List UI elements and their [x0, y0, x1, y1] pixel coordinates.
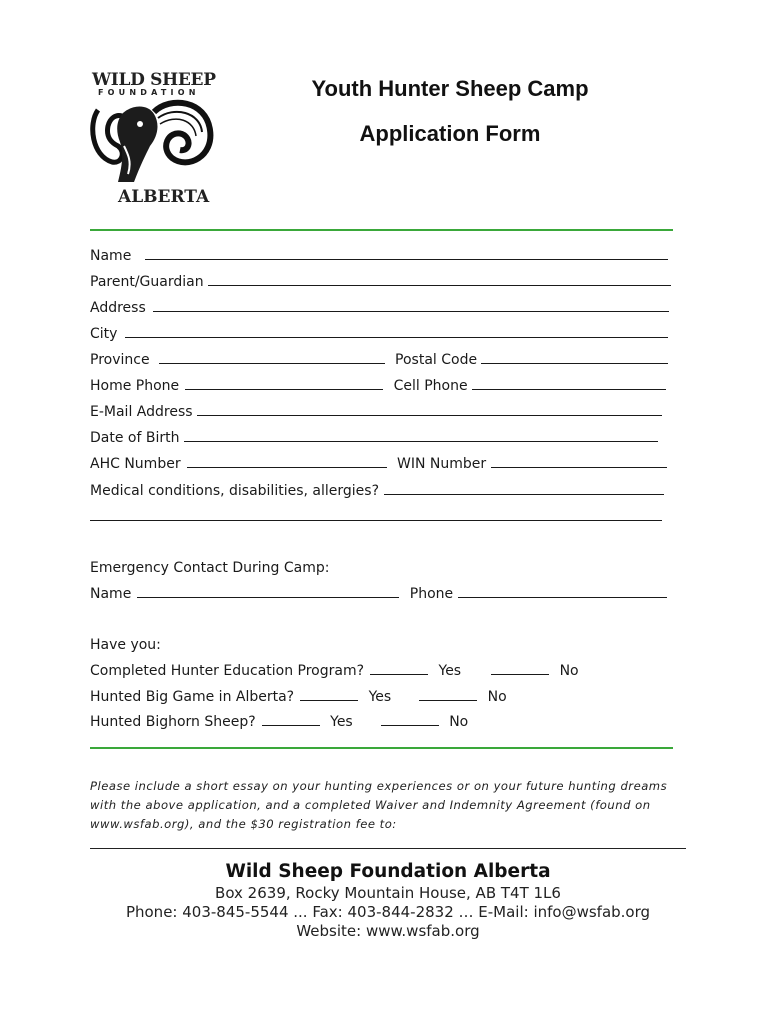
city-input-line[interactable]: [125, 325, 668, 338]
wild-sheep-foundation-logo: [88, 70, 218, 210]
date-of-birth-label: Date of Birth: [90, 430, 180, 446]
medical-field-row: [90, 482, 664, 500]
medical-continuation-line[interactable]: [90, 508, 662, 521]
logo-top-text: WILD SHEEP: [92, 70, 216, 90]
note-line-1: Please include a short essay on your hunting experiences or on your future hunting dreams: [90, 779, 668, 793]
question-big-game-row: [90, 688, 507, 706]
postal-code-label: Postal Code: [395, 352, 478, 368]
emergency-contact-row: [90, 585, 667, 603]
instructions-note: [90, 777, 690, 834]
question-bighorn-row: [90, 713, 468, 731]
page-title: Youth Hunter Sheep Camp: [311, 76, 589, 101]
address-field-row: [90, 299, 669, 317]
ahc-win-row: [90, 455, 667, 473]
question-bighorn-label: Hunted Bighorn Sheep?: [90, 714, 256, 730]
ahc-number-label: AHC Number: [90, 456, 181, 472]
win-number-label: WIN Number: [397, 456, 487, 472]
hunter-education-no-line[interactable]: [491, 662, 549, 675]
phone-row: [90, 377, 666, 395]
city-label: City: [90, 326, 118, 342]
org-address: Box 2639, Rocky Mountain House, AB T4T 1L6: [215, 884, 561, 902]
bighorn-yes-label: Yes: [330, 714, 353, 730]
note-line-3: www.wsfab.org), and the $30 registration fee to:: [90, 817, 397, 831]
hunter-education-yes-line[interactable]: [370, 662, 428, 675]
bighorn-no-label: No: [449, 714, 469, 730]
emergency-name-input-line[interactable]: [137, 585, 399, 598]
province-label: Province: [90, 352, 150, 368]
org-contact: Phone: 403-845-5544 ... Fax: 403-844-2832 … E-Mail: info@wsfab.org: [125, 903, 651, 921]
cell-phone-input-line[interactable]: [472, 377, 666, 390]
question-big-game-label: Hunted Big Game in Alberta?: [90, 689, 295, 705]
questions-divider: [90, 747, 673, 749]
province-postal-row: [90, 351, 668, 369]
home-phone-label: Home Phone: [90, 378, 180, 394]
name-input-line[interactable]: [145, 247, 668, 260]
medical-label: Medical conditions, disabilities, allergies?: [90, 483, 379, 499]
address-label: Address: [90, 300, 146, 316]
hunter-education-yes-label: Yes: [438, 663, 462, 679]
logo-sub-text: FOUNDATION: [98, 88, 200, 97]
have-you-heading: Have you:: [90, 637, 161, 653]
page-subtitle: Application Form: [359, 121, 541, 146]
emergency-phone-input-line[interactable]: [458, 585, 667, 598]
org-website: Website: www.wsfab.org: [296, 922, 480, 940]
win-number-input-line[interactable]: [491, 455, 667, 468]
header-divider: [90, 229, 673, 231]
home-phone-input-line[interactable]: [185, 377, 383, 390]
email-label: E-Mail Address: [90, 404, 193, 420]
big-game-yes-line[interactable]: [300, 688, 358, 701]
parent-guardian-field-row: [90, 273, 671, 291]
footer-divider: [90, 848, 686, 849]
province-input-line[interactable]: [159, 351, 385, 364]
email-field-row: [90, 403, 662, 421]
bighorn-sheep-icon: [88, 96, 218, 188]
cell-phone-label: Cell Phone: [393, 378, 468, 394]
parent-guardian-label: Parent/Guardian: [90, 274, 204, 290]
note-line-2: with the above application, and a completed Waiver and Indemnity Agreement (found on: [90, 798, 651, 812]
big-game-yes-label: Yes: [368, 689, 392, 705]
medical-continuation-row: [90, 508, 662, 526]
email-input-line[interactable]: [197, 403, 662, 416]
address-input-line[interactable]: [153, 299, 669, 312]
org-name: Wild Sheep Foundation Alberta: [225, 861, 551, 882]
big-game-no-label: No: [487, 689, 507, 705]
emergency-name-label: Name: [90, 586, 132, 602]
question-hunter-education-label: Completed Hunter Education Program?: [90, 663, 365, 679]
bighorn-no-line[interactable]: [381, 713, 439, 726]
question-hunter-education-row: [90, 662, 579, 680]
ahc-number-input-line[interactable]: [187, 455, 387, 468]
bighorn-yes-line[interactable]: [262, 713, 320, 726]
date-of-birth-input-line[interactable]: [184, 429, 658, 442]
name-label: Name: [90, 248, 132, 264]
emergency-phone-label: Phone: [409, 586, 454, 602]
postal-code-input-line[interactable]: [481, 351, 668, 364]
date-of-birth-field-row: [90, 429, 658, 447]
parent-guardian-input-line[interactable]: [208, 273, 671, 286]
logo-bottom-text: ALBERTA: [118, 187, 210, 207]
big-game-no-line[interactable]: [419, 688, 477, 701]
hunter-education-no-label: No: [559, 663, 579, 679]
city-field-row: [90, 325, 668, 343]
emergency-heading: Emergency Contact During Camp:: [90, 560, 330, 576]
name-field-row: [90, 247, 668, 265]
medical-input-line[interactable]: [384, 482, 664, 495]
